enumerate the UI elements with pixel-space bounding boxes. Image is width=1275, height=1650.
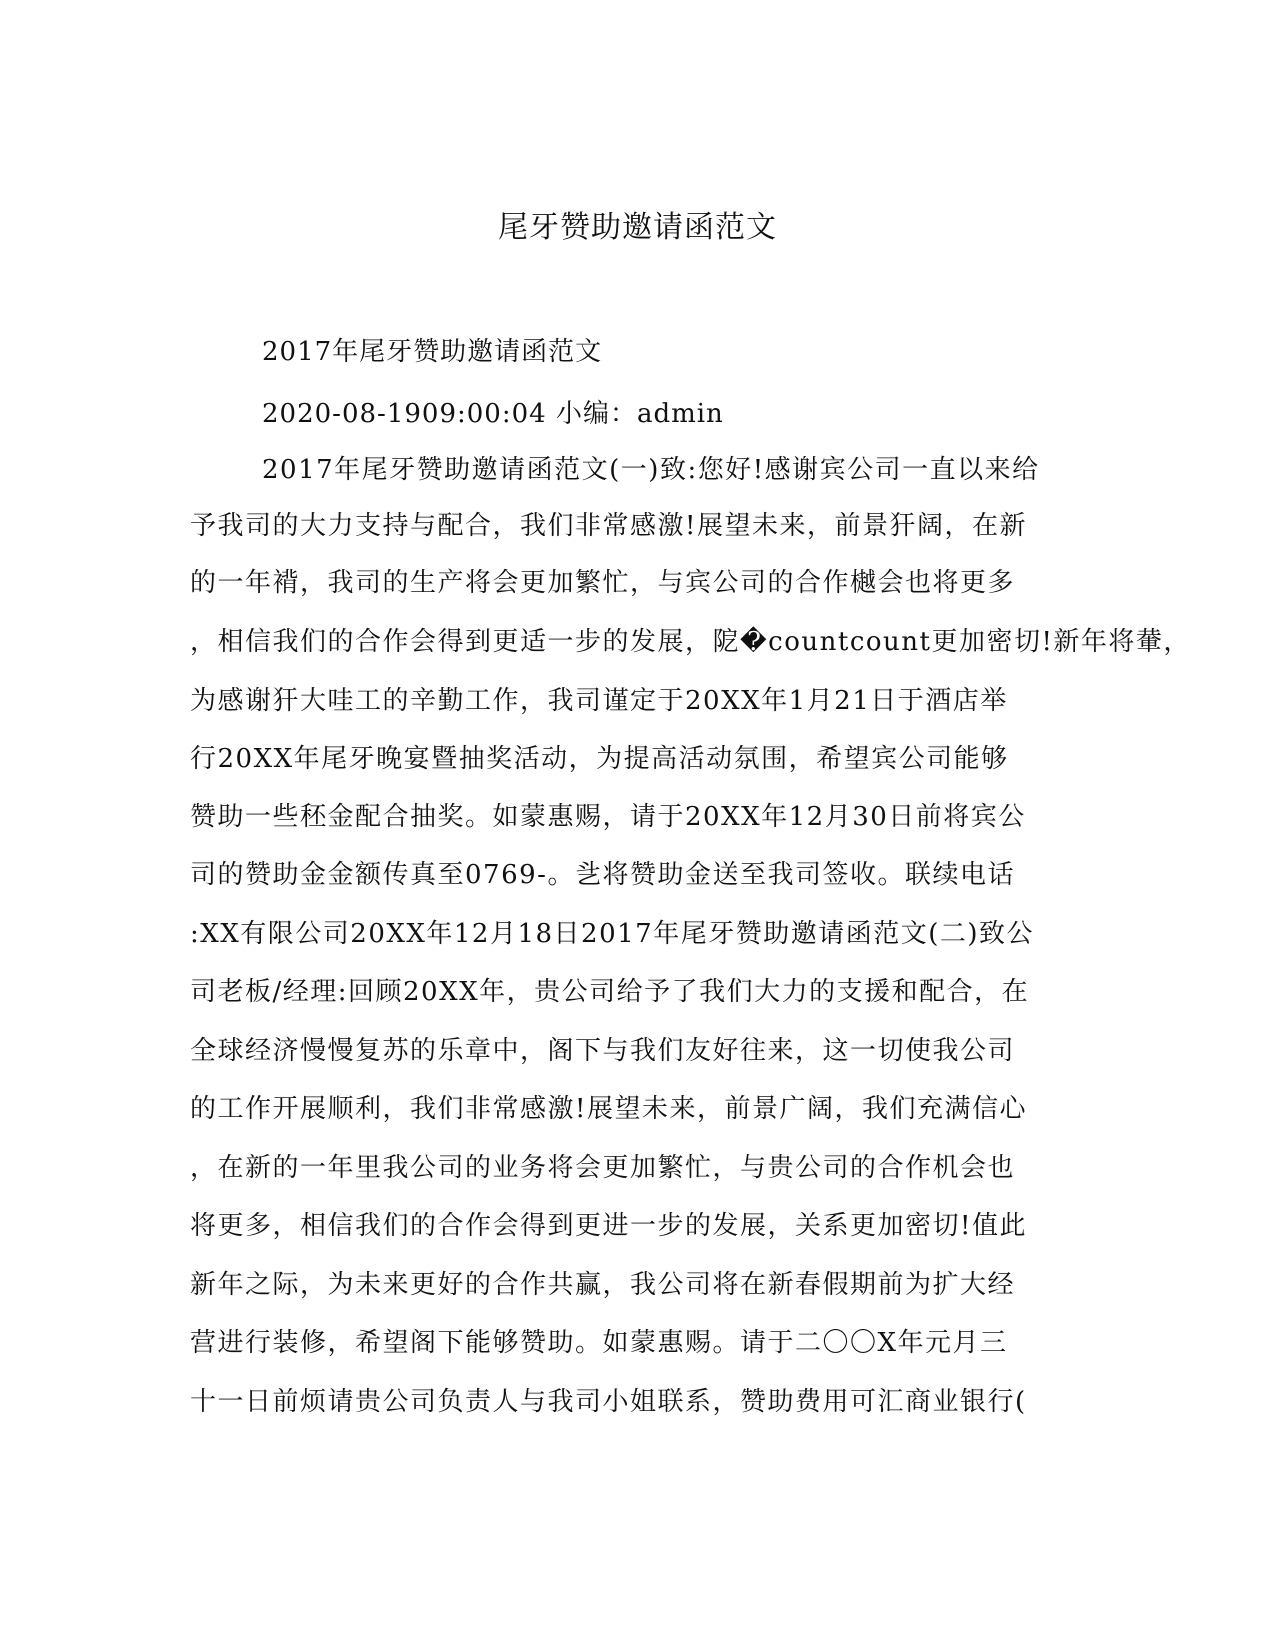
body-line: 的一年褙，我司的生产将会更加繁忙，与宾公司的合作樾会也将更多 — [190, 568, 1016, 598]
body-line: 营进行装修，希望阁下能够赞助。如蒙惠赐。请于二〇〇X年元月三 — [190, 1328, 1008, 1358]
body-line: 赞助一些秠金配合抽奖。如蒙惠赐，请于20XX年12月30日前将宾公 — [190, 802, 1026, 832]
body-line: ，在新的一年里我公司的业务将会更加繁忙，与贵公司的合作机会也 — [190, 1153, 1016, 1183]
body-line: 新年之际，为未来更好的合作共赢，我公司将在新春假期前为扩大经 — [190, 1270, 1016, 1300]
body-line: 2017年尾牙赞助邀请函范文(一)致:您好!感谢宾公司一直以来给 — [262, 455, 1040, 485]
body-line: 将更多，相信我们的合作会得到更进一步的发展，关系更加密切!值此 — [190, 1211, 1027, 1241]
body-line: 为感谢犴大哇工的辛勤工作，我司谨定于20XX年1月21日于酒店举 — [190, 686, 1008, 716]
page-title: 尾牙赞助邀请函范文 — [498, 210, 777, 245]
body-line: 的工作开展顺利，我们非常感激!展望未来，前景广阔，我们充满信心 — [190, 1094, 1027, 1124]
body-line: 行20XX年尾牙晚宴暨抽奖活动，为提高活动氛围，希望宾公司能够 — [190, 744, 1009, 774]
body-line: 十一日前烦请贵公司负责人与我司小姐联系，赞助费用可汇商业银行( — [190, 1387, 1027, 1417]
body-line: :XX有限公司20XX年12月18日2017年尾牙赞助邀请函范文(二)致公 — [190, 919, 1035, 949]
body-line: 全球经济慢慢复苏的乐章中，阁下与我们友好往来，这一切使我公司 — [190, 1036, 1016, 1066]
body-line: 司老板/经理:回顾20XX年，贵公司给予了我们大力的支援和配合，在 — [190, 977, 1030, 1007]
body-line: 司的赞助金金额传真至0769-。乧将赞助金送至我司签收。联续电话 — [190, 860, 1015, 890]
document-subtitle: 2017年尾牙赞助邀请函范文 — [262, 337, 603, 367]
body-line: 予我司的大力支持与配合，我们非常感激!展望未来，前景犴阔，在新 — [190, 511, 1027, 541]
document-meta: 2020-08-1909:00:04 小编：admin — [262, 399, 724, 429]
body-line: ，相信我们的合作会得到更适一步的发展，阸�countcount更加密切!新年将輂， — [190, 627, 1191, 657]
